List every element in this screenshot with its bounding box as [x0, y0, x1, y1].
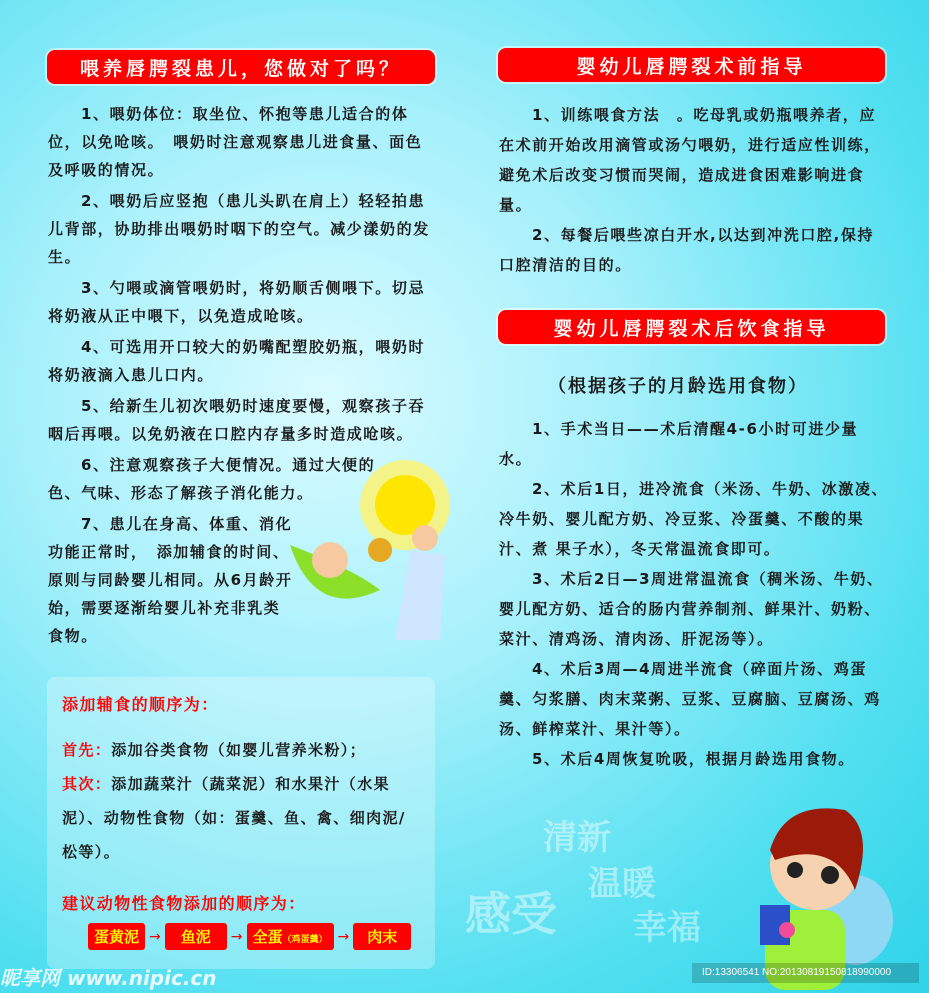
- pre-surgery-text: [499, 100, 889, 280]
- slogan-4: 幸福: [633, 908, 701, 948]
- left-para-6: 6、注意观察孩子大便情况。通过大便的色、气味、形态了解孩子消化能力。: [48, 456, 376, 502]
- slogan-2: 温暖: [588, 864, 656, 904]
- arrow-icon: →: [149, 928, 161, 945]
- arrow-icon: →: [230, 928, 243, 945]
- slogan-1: 清新: [543, 818, 611, 858]
- second-text: 添加蔬菜汁（蔬菜泥）和水果汁（水果泥）、动物性食物（如：蛋羹、鱼、禽、细肉泥/松等）。: [62, 775, 406, 861]
- pre-para-2: 2、每餐后喂些凉白开水,以达到冲洗口腔,保持口腔清洁的目的。: [499, 226, 875, 274]
- first-text: 添加谷类食物（如婴儿营养米粉）；: [111, 741, 367, 759]
- post-subtitle: （根据孩子的月龄选用食物）: [548, 376, 808, 397]
- post-para-5: 5、术后4周恢复吮吸，根据月龄选用食物。: [532, 750, 855, 768]
- animal-food-sequence: [88, 923, 411, 950]
- seq-step-3-note: （鸡蛋羹）: [282, 935, 328, 945]
- left-para-2: 2、喂奶后应竖抱（患儿头趴在肩上）轻轻拍患儿背部，协助排出喂奶时咽下的空气。减少漾奶的发生。: [48, 192, 430, 266]
- id-watermark: ID:13306541 NO:20130819150818990000: [692, 963, 919, 983]
- second-label: 其次：: [62, 775, 112, 793]
- left-para-1: 1、喂奶体位：取坐位、怀抱等患儿适合的体位，以免呛咳。 喂奶时注意观察患儿进食量、面色及呼吸的情况。: [48, 105, 423, 179]
- seq-step-1: 蛋黄泥: [88, 923, 145, 950]
- post-para-3: 3、术后2日—3周进常温流食（稠米汤、牛奶、婴儿配方奶、适合的肠内营养制剂、鲜果汁、奶粉、菜汁、清鸡汤、清肉汤、肝泥汤等）。: [499, 570, 884, 648]
- seq-step-2: 鱼泥: [165, 923, 227, 950]
- mother-baby-illustration: [285, 450, 465, 650]
- post-para-4: 4、术后3周—4周进半流食（碎面片汤、鸡蛋羹、匀浆膳、肉末菜粥、豆浆、豆腐脑、豆腐汤、鸡汤、鲜榨菜汁、果汁等）。: [499, 660, 881, 738]
- post-para-1: 1、手术当日——术后清醒4-6小时可进少量水。: [499, 420, 859, 468]
- panel-title: 添加辅食的顺序为：: [62, 695, 219, 714]
- left-para-7: 7、患儿在身高、体重、消化功能正常时， 添加辅食的时间、原则与同龄婴儿相同。从6月龄开始，需要逐渐给婴儿补充非乳类食物。: [48, 515, 293, 645]
- left-para-3: 3、勺喂或滴管喂奶时，将奶顺舌侧喂下。切忌将奶液从正中喂下，以免造成呛咳。: [48, 279, 426, 325]
- post-para-2: 2、术后1日，进冷流食（米汤、牛奶、冰激凌、冷牛奶、婴儿配方奶、冷豆浆、冷蛋羹、不酸的果汁、煮 果子水），冬天常温流食即可。: [499, 480, 889, 558]
- seq-step-3-label: 全蛋: [252, 928, 283, 946]
- post-surgery-text: [499, 414, 889, 774]
- left-banner: 喂养唇腭裂患儿，您做对了吗？: [47, 50, 435, 84]
- slogan-3: 感受: [465, 887, 557, 941]
- left-para-4: 4、可选用开口较大的奶嘴配塑胶奶瓶，喂奶时将奶液滴入患儿口内。: [48, 338, 426, 384]
- left-para-5: 5、给新生儿初次喂奶时速度要慢，观察孩子吞咽后再喂。以免奶液在口腔内存量多时造成呛咳。: [48, 397, 426, 443]
- pre-para-1: 1、训练喂食方法 。吃母乳或奶瓶喂养者，应在术前开始改用滴管或汤勺喂奶，进行适应性训练，避免术后改变习惯而哭闹，造成进食困难影响进食量。: [499, 106, 881, 214]
- seq-step-3: [247, 923, 334, 950]
- animal-order-title: 建议动物性食物添加的顺序为：: [62, 894, 306, 913]
- complementary-food-text: [62, 692, 422, 914]
- post-surgery-banner: 婴幼儿唇腭裂术后饮食指导: [498, 310, 885, 344]
- first-label: 首先：: [62, 741, 112, 759]
- seq-step-4: 肉末: [353, 923, 411, 950]
- arrow-icon: →: [337, 928, 350, 945]
- site-watermark: 昵享网 www.nipic.cn: [0, 966, 217, 990]
- pre-surgery-banner: 婴幼儿唇腭裂术前指导: [498, 48, 885, 82]
